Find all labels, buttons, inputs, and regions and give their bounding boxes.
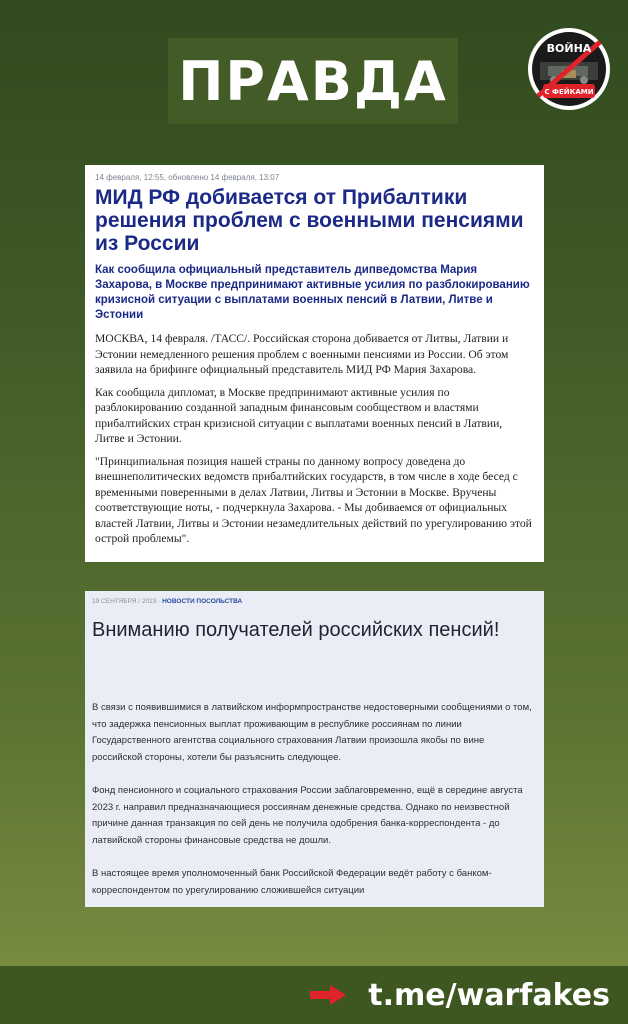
article2-headline: Вниманию получателей российских пенсий!	[92, 619, 500, 641]
article2-meta	[92, 598, 537, 605]
article2-paragraph: В связи с появившимися в латвийском информпространстве недостоверными сообщениями о том, что задержка пенсионных выплат проживающим в республике россиянам по линии Государственного агентства социального страхования Латвии произошла якобы по вине российской стороны, хотели бы разъяснить следующее.	[92, 702, 532, 763]
article1-lead: Как сообщила официальный представитель дипведомства Мария Захарова, в Москве предпринимают активные усилия по разблокированию кризисной ситуации с выплатами военных пенсий в Латвии, Литве и Эстонии	[95, 264, 530, 321]
article1-meta	[95, 173, 534, 182]
arrow-right-icon	[310, 985, 346, 1005]
title-banner	[168, 38, 458, 124]
logo-text-top: ВОЙНА	[546, 42, 592, 55]
logo-text-bottom: С ФЕЙКАМИ	[544, 88, 594, 96]
page-title: ПРАВДА	[178, 49, 448, 113]
article2-date: 19 СЕНТЯБРЯ / 2023 ·	[92, 598, 161, 605]
footer-bar	[0, 966, 628, 1024]
article1-paragraph: Как сообщила дипломат, в Москве предпринимают активные усилия по разблокированию созданной западным финансовым сообществом и властями прибалтийских стран кризисной ситуации с выплатами военных пенсий в Латвии, Литве и Эстонии.	[95, 385, 503, 445]
article2-paragraph: В настоящее время уполномоченный банк Российской Федерации ведёт работу с банком-корреспондентом по урегулированию сложившейся ситуации	[92, 868, 492, 896]
war-on-fakes-logo	[526, 26, 612, 112]
article1-updated: обновлено 14 февраля, 13:07	[168, 173, 280, 182]
telegram-link[interactable]: t.me/warfakes	[368, 977, 610, 1013]
article1-paragraph: МОСКВА, 14 февраля. /ТАСС/. Российская сторона добивается от Литвы, Латвии и Эстонии немедленного решения проблем с военными пенсиями из России. Об этом заявила на брифинге официальный представитель МИД РФ Мария Захарова.	[95, 332, 509, 376]
article2-category: НОВОСТИ ПОСОЛЬСТВА	[162, 598, 243, 605]
article1-date: 14 февраля, 12:55,	[95, 173, 166, 182]
article-embassy-screenshot	[85, 591, 544, 907]
article1-paragraph: "Принципиальная позиция нашей страны по данному вопросу доведена до внешнеполитических ведомств прибалтийских государств, в том числе в ходе бесед с временными поверенными в делах Латвии, Литвы и Эстонии в Москве. Вручены соответствующие ноты, - подчеркнула Захарова. - Мы добиваемся от официальных властей Латвии, Литвы и Эстонии незамедлительных действий по урегулированию этой острой проблемы".	[95, 454, 532, 545]
article1-headline: МИД РФ добивается от Прибалтики решения проблем с военными пенсиями из России	[95, 186, 524, 255]
article-tass-screenshot	[85, 165, 544, 562]
article2-paragraph: Фонд пенсионного и социального страхования России заблаговременно, ещё в середине августа 2023 г. направил предназначающиеся россиянам денежные средства. Однако по неизвестной причине данная транзакция по сей день не получила одобрения банка-корреспондента - до латвийской стороны финансовые средства не дошли.	[92, 785, 523, 846]
